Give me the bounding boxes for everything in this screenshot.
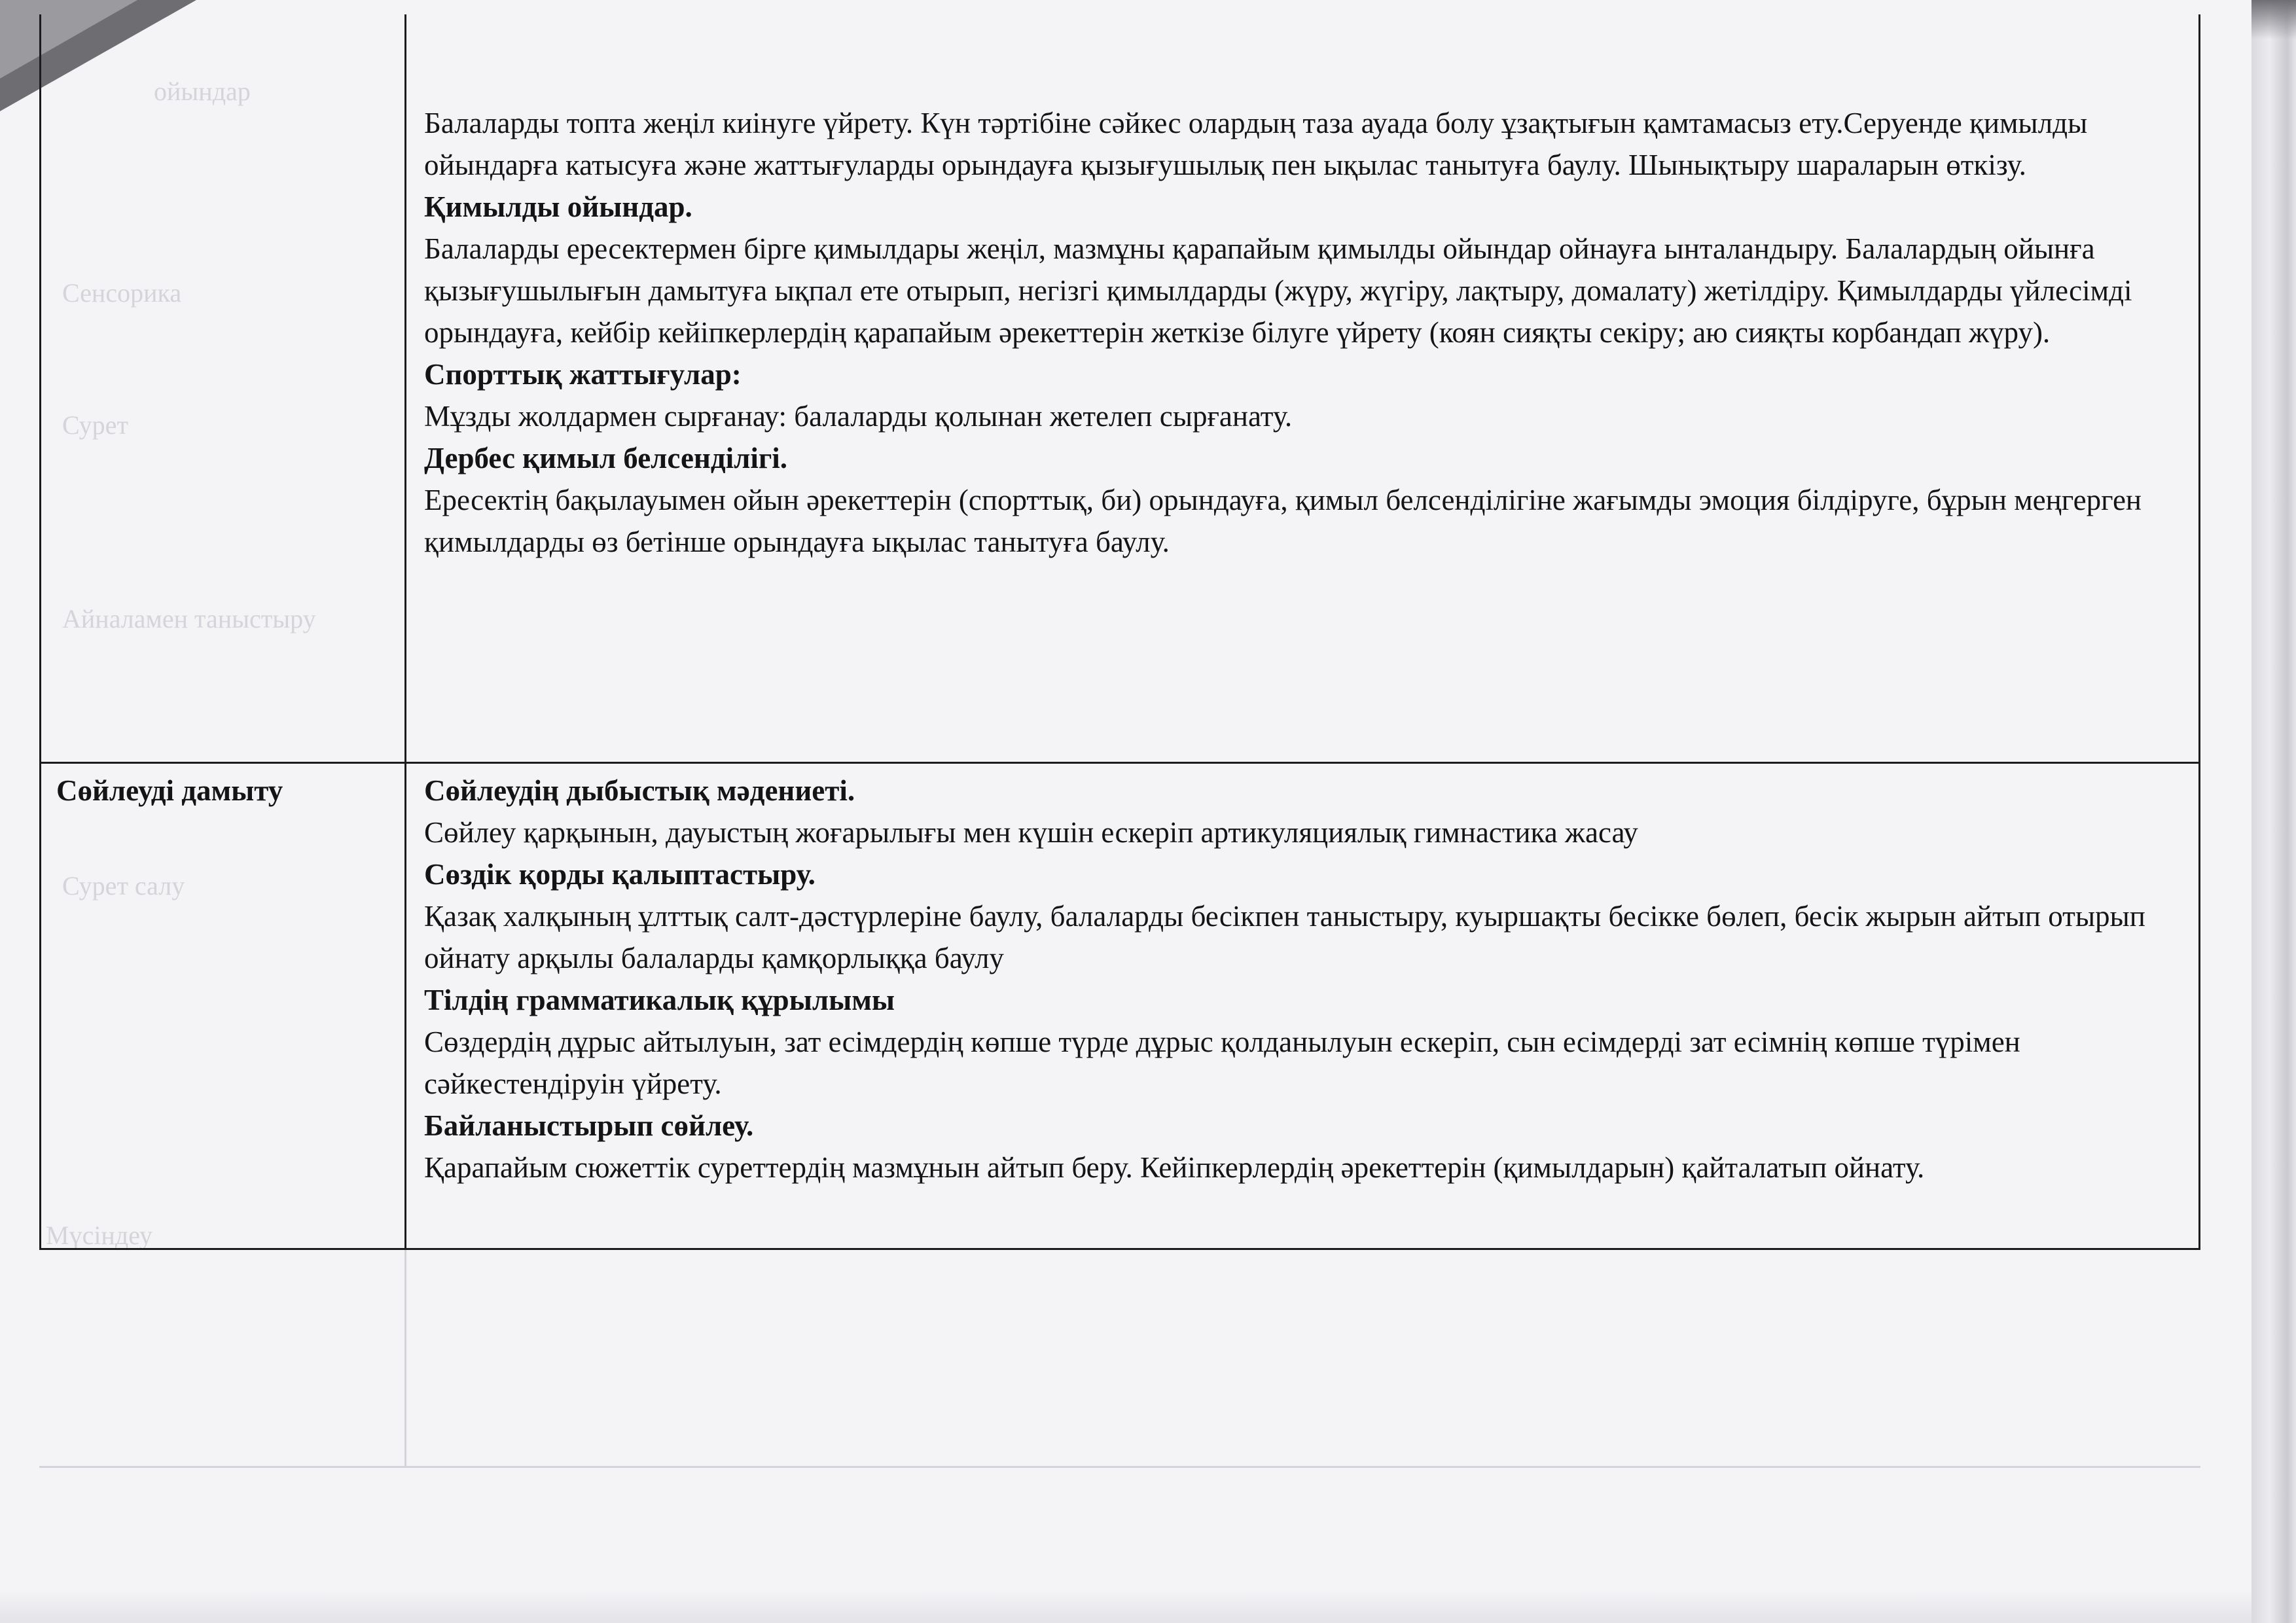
table-column-divider (404, 14, 406, 1250)
bleed-through-text: Сурет салу (62, 871, 185, 901)
bleed-through-text: Мүсіндеу (46, 1221, 152, 1250)
page-edge (2251, 0, 2296, 1623)
paragraph: Сөздердің дұрыс айтылуын, зат есімдердің көпше түрде дұрыс қолданылуын ескеріп, сын есімдерді зат есімнің көпше түрімен сәйкестендіруін үйрету. (424, 1026, 2020, 1100)
section-heading: Дербес қимыл белсенділігі. (424, 442, 788, 474)
page-bottom-edge (0, 1590, 2251, 1623)
physical-activity-cell (424, 102, 2191, 563)
section-heading: Сөйлеудің дыбыстық мәдениеті. (424, 774, 855, 807)
paragraph: Мұзды жолдармен сырғанау: балаларды қолынан жетелеп сырғанату. (424, 400, 1293, 433)
bleed-through-text: Сенсорика (62, 278, 182, 308)
bleed-through-rule (404, 1250, 406, 1466)
paragraph: Балаларды ересектермен бірге қимылдары жеңіл, мазмұны қарапайым қимылды ойындар ойнауға ынталандыру. Балалардың ойынға қызығушылығын дамытуға ықпал ете отырып, негізгі қимылдарды (жүру, жүгіру, лақтыру, домалату) жетілдіру. Қимылдарды үйлесімді орындауға, кейбір кейіпкерлердің қарапайым әрекеттерін жеткізе білуге үйрету (коян сияқты секіру; аю сияқты корбандап жүру). (424, 232, 2132, 349)
section-heading: Спорттық жаттығулар: (424, 358, 742, 391)
speech-development-label: Сөйлеуді дамыту (56, 774, 283, 807)
bleed-through-text: Сурет (62, 410, 128, 440)
section-heading: Тілдің грамматикалық құрылымы (424, 984, 895, 1016)
paragraph: Ересектің бақылауымен ойын әрекеттерін (спорттық, би) орындауға, қимыл белсенділігіне жағымды эмоция білдіруге, бұрын меңгерген қимылдарды өз бетінше орындауға ықылас танытуға баулу. (424, 484, 2142, 558)
bleed-through-rule (39, 1466, 2200, 1468)
section-heading: Сөздік қорды қалыптастыру. (424, 858, 816, 891)
paragraph: Балаларды топта жеңіл киінуге үйрету. Күн тәртібіне сәйкес олардың таза ауада болу ұзақтығын қамтамасыз ету.Серуенде қимылды ойындарға катысуға және жаттығуларды орындауға қызығушылық пен ықылас танытуға баулу. Шынықтыру шараларын өткізу. (424, 107, 2088, 181)
paragraph: Қазақ халқының ұлттық салт-дәстүрлеріне баулу, балаларды бесікпен таныстыру, куыршақты бесікке бөлеп, бесік жырын айтып отырып ойнату арқылы балаларды қамқорлыққа баулу (424, 900, 2145, 974)
bleed-through-text: Айналамен таныстыру (62, 604, 316, 633)
paragraph: Сөйлеу қарқынын, дауыстың жоғарылығы мен күшін ескеріп артикуляциялық гимнастика жасау (424, 816, 1638, 849)
bleed-through-text: ойындар (154, 77, 251, 106)
section-heading: Байланыстырып сөйлеу. (424, 1109, 754, 1142)
speech-development-cell (424, 770, 2191, 1188)
section-heading: Қимылды ойындар. (424, 190, 692, 223)
table-row-divider (39, 762, 2200, 764)
paragraph: Қарапайым сюжеттік суреттердің мазмұнын айтып беру. Кейіпкерлердің әрекеттерін (қимылдарын) қайталатып ойнату. (424, 1151, 1925, 1184)
